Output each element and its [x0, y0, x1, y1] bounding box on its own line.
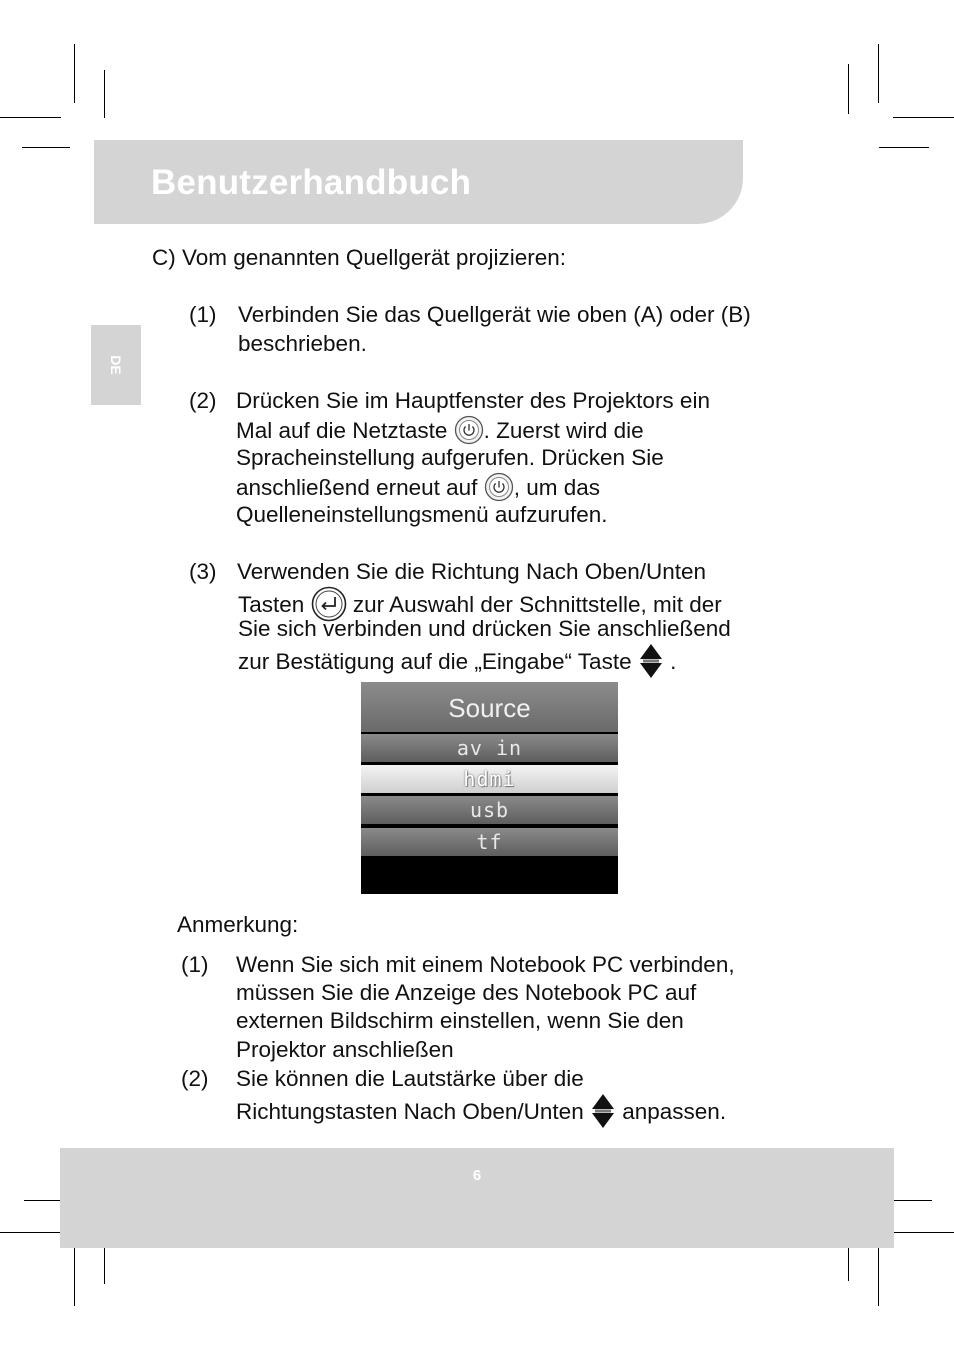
note-text: Sie können die Lautstärke über die: [236, 1066, 584, 1091]
step-text-line: [236, 415, 644, 446]
step-text: Verbinden Sie das Quellgerät wie oben (A) oder (B): [238, 302, 751, 327]
crop-mark: [74, 44, 75, 103]
step-text: Tasten: [238, 592, 305, 617]
step-text: Mal auf die Netztaste: [236, 418, 448, 443]
crop-mark: [848, 1248, 849, 1281]
page-title: Benutzerhandbuch: [151, 163, 472, 202]
step-text: Spracheinstellung aufgerufen. Drücken Sie: [236, 445, 664, 470]
step-text-line: [236, 472, 600, 503]
step-text: Drücken Sie im Hauptfenster des Projektors ein: [236, 388, 710, 413]
step-number: (3): [189, 559, 217, 584]
crop-mark: [848, 64, 849, 114]
source-menu-item-tf[interactable]: tf: [361, 828, 618, 856]
step-text: zur Bestätigung auf die „Eingabe“ Taste: [238, 649, 632, 674]
crop-mark: [22, 147, 70, 148]
up-down-arrow-icon: [638, 643, 664, 679]
crop-mark: [74, 1248, 75, 1306]
section-heading: C) Vom genannten Quellgerät projizieren:: [152, 245, 566, 270]
power-button-icon: [454, 415, 484, 445]
note-text: müssen Sie die Anzeige des Notebook PC auf: [236, 980, 697, 1005]
note-text-line: [236, 1093, 726, 1129]
crop-mark: [104, 1248, 105, 1284]
crop-mark: [878, 44, 879, 103]
step-number: (2): [189, 388, 217, 413]
note-number: (2): [181, 1066, 209, 1091]
source-menu-item-av-in[interactable]: av in: [361, 734, 618, 762]
source-menu-screenshot: [361, 682, 618, 894]
step-text: Sie sich verbinden und drücken Sie anschließend: [238, 616, 731, 641]
step-text-line: [238, 643, 676, 679]
source-menu-item-usb[interactable]: usb: [361, 796, 618, 824]
step-text: zur Auswahl der Schnittstelle, mit der: [352, 592, 722, 617]
page-number: 6: [472, 1167, 482, 1184]
step-text: Verwenden Sie die Richtung Nach Oben/Unten: [237, 559, 707, 584]
source-menu-title: Source: [361, 682, 618, 732]
step-text: beschrieben.: [238, 331, 367, 356]
step-text: .: [670, 649, 677, 674]
note-text: Projektor anschließen: [236, 1037, 454, 1062]
step-number: (1): [189, 302, 217, 327]
step-text: anschließend erneut auf: [236, 475, 478, 500]
crop-mark: [0, 117, 61, 118]
note-number: (1): [181, 952, 209, 977]
power-button-icon: [484, 472, 514, 502]
note-text: externen Bildschirm einstellen, wenn Sie den: [236, 1008, 684, 1033]
crop-mark: [894, 1200, 932, 1201]
crop-mark: [104, 70, 105, 118]
source-menu-item-hdmi[interactable]: hdmi: [361, 765, 618, 793]
note-text: anpassen.: [615, 1099, 727, 1124]
language-tab-label: DE: [108, 355, 124, 375]
up-down-arrow-icon: [590, 1093, 616, 1129]
footer-bar: [60, 1148, 894, 1248]
crop-mark: [24, 1200, 60, 1201]
crop-mark: [878, 1248, 879, 1306]
crop-mark: [893, 117, 954, 118]
step-text: . Zuerst wird die: [483, 418, 644, 443]
step-text: Quelleneinstellungsmenü aufzurufen.: [236, 502, 608, 527]
note-text: Wenn Sie sich mit einem Notebook PC verbinden,: [236, 952, 735, 977]
crop-mark: [894, 1232, 954, 1233]
crop-mark: [879, 147, 929, 148]
step-text: , um das: [513, 475, 600, 500]
note-text: Richtungstasten Nach Oben/Unten: [236, 1099, 584, 1124]
crop-mark: [0, 1232, 60, 1233]
notes-heading: Anmerkung:: [177, 912, 299, 937]
